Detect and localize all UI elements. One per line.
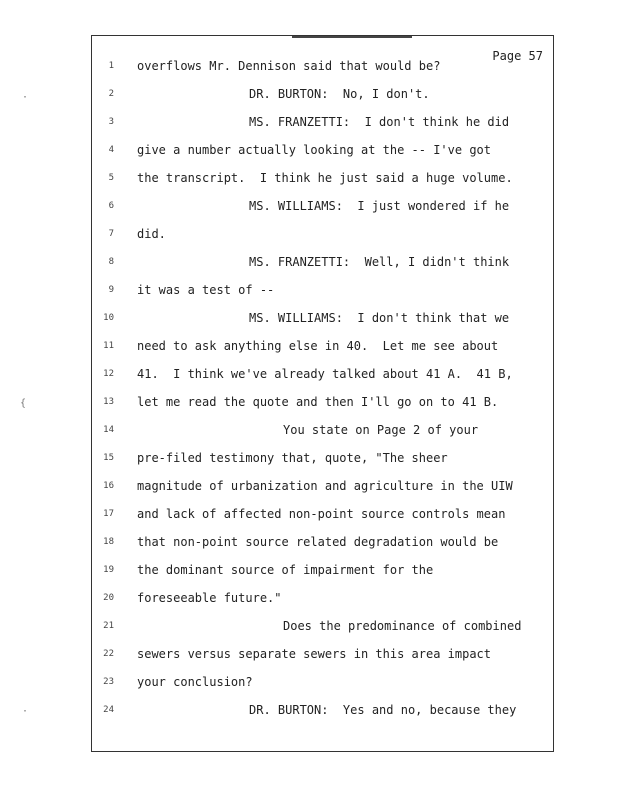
line-number: 10	[103, 313, 114, 323]
line-text: and lack of affected non-point source controls mean	[137, 507, 506, 521]
line-text: MS. FRANZETTI: I don't think he did	[249, 115, 510, 129]
transcript-line	[92, 535, 553, 555]
transcript-line	[92, 59, 553, 79]
transcript-line	[92, 255, 553, 275]
line-number: 4	[108, 145, 114, 155]
line-text: your conclusion?	[137, 675, 253, 689]
transcript-page	[91, 35, 554, 752]
line-number: 8	[108, 257, 114, 267]
line-text: did.	[137, 227, 166, 241]
line-text: MS. WILLIAMS: I don't think that we	[249, 311, 510, 325]
transcript-line	[92, 87, 553, 107]
line-text: the dominant source of impairment for the	[137, 563, 434, 577]
line-number: 13	[103, 397, 114, 407]
line-number: 21	[103, 621, 114, 631]
line-text: it was a test of --	[137, 283, 275, 297]
line-number: 24	[103, 705, 114, 715]
transcript-line	[92, 507, 553, 527]
line-number: 18	[103, 537, 114, 547]
margin-mark: ·	[22, 92, 29, 103]
transcript-line	[92, 339, 553, 359]
line-text: foreseeable future."	[137, 591, 282, 605]
transcript-line	[92, 703, 553, 723]
line-text: give a number actually looking at the -- I've got	[137, 143, 492, 157]
transcript-line	[92, 563, 553, 583]
line-text: that non-point source related degradation would be	[137, 535, 499, 549]
transcript-line	[92, 115, 553, 135]
transcript-line	[92, 143, 553, 163]
line-text: Does the predominance of combined	[283, 619, 522, 633]
line-number: 15	[103, 453, 114, 463]
transcript-line	[92, 591, 553, 611]
line-number: 3	[108, 117, 114, 127]
transcript-line	[92, 451, 553, 471]
transcript-line	[92, 311, 553, 331]
transcript-line	[92, 395, 553, 415]
line-text: You state on Page 2 of your	[283, 423, 479, 437]
line-text: overflows Mr. Dennison said that would be?	[137, 59, 441, 73]
line-text: 41. I think we've already talked about 41 A. 41 B,	[137, 367, 513, 381]
line-number: 9	[108, 285, 114, 295]
line-text: need to ask anything else in 40. Let me see about	[137, 339, 499, 353]
line-number: 2	[108, 89, 114, 99]
line-text: let me read the quote and then I'll go on to 41 B.	[137, 395, 499, 409]
line-text: the transcript. I think he just said a huge volume.	[137, 171, 513, 185]
transcript-line	[92, 367, 553, 387]
line-number: 19	[103, 565, 114, 575]
line-number: 12	[103, 369, 114, 379]
line-text: pre-filed testimony that, quote, "The sheer	[137, 451, 448, 465]
transcript-line	[92, 283, 553, 303]
line-number: 6	[108, 201, 114, 211]
line-number: 23	[103, 677, 114, 687]
line-number: 1	[108, 61, 114, 71]
transcript-line	[92, 675, 553, 695]
line-number: 22	[103, 649, 114, 659]
line-text: MS. FRANZETTI: Well, I didn't think	[249, 255, 510, 269]
transcript-line	[92, 199, 553, 219]
line-number: 17	[103, 509, 114, 519]
line-number: 14	[103, 425, 114, 435]
line-number: 5	[108, 173, 114, 183]
line-text: DR. BURTON: Yes and no, because they	[249, 703, 517, 717]
transcript-line	[92, 171, 553, 191]
line-text: DR. BURTON: No, I don't.	[249, 87, 430, 101]
margin-mark: {	[20, 398, 27, 409]
margin-mark: ·	[22, 706, 29, 717]
transcript-line	[92, 227, 553, 247]
line-number: 16	[103, 481, 114, 491]
line-number: 11	[103, 341, 114, 351]
line-text: sewers versus separate sewers in this area impact	[137, 647, 492, 661]
transcript-line	[92, 619, 553, 639]
transcript-line	[92, 647, 553, 667]
line-text: magnitude of urbanization and agriculture in the UIW	[137, 479, 513, 493]
top-rule	[292, 36, 412, 38]
line-text: MS. WILLIAMS: I just wondered if he	[249, 199, 510, 213]
transcript-line	[92, 423, 553, 443]
page-number: Page 57	[492, 49, 543, 63]
line-number: 7	[108, 229, 114, 239]
transcript-line	[92, 479, 553, 499]
line-number: 20	[103, 593, 114, 603]
